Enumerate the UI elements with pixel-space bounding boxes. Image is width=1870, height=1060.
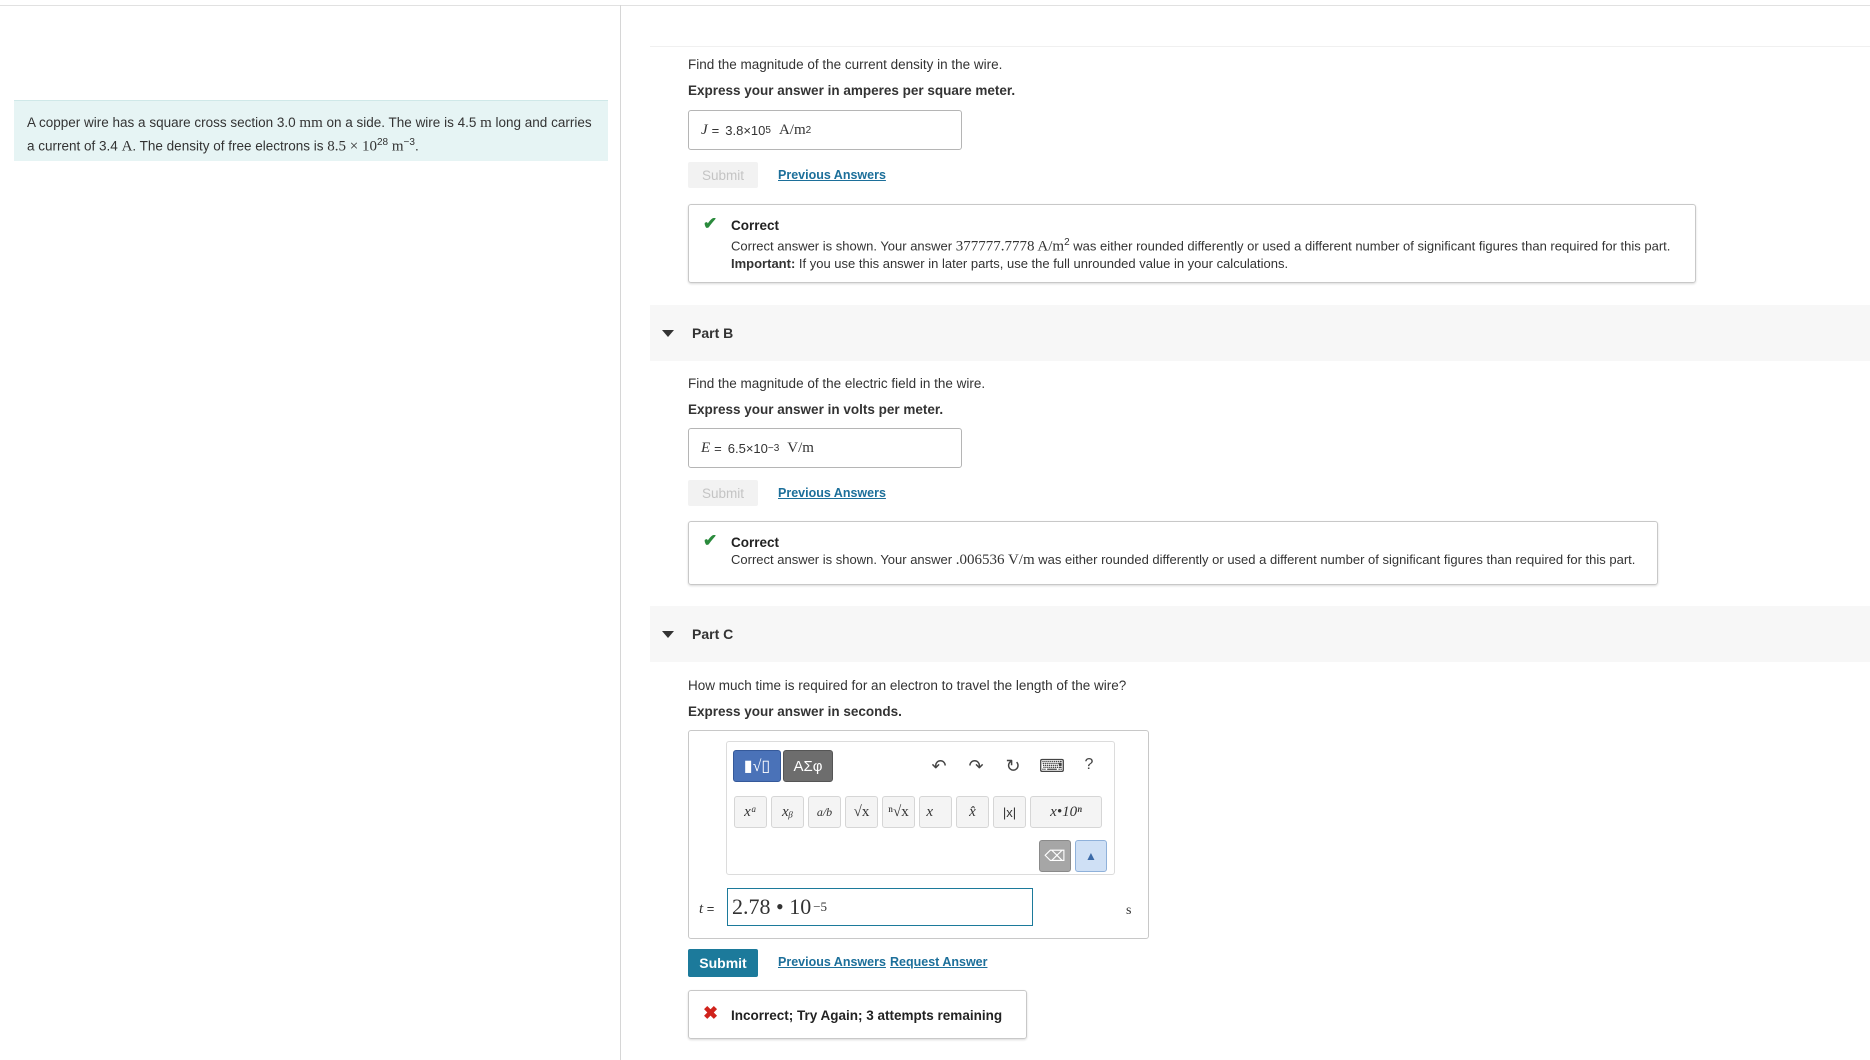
partC-question: How much time is required for an electron to travel the length of the wire? — [688, 678, 1127, 693]
check-icon: ✔ — [703, 214, 718, 233]
partC-variable-label: t = — [699, 901, 715, 917]
greek-symbols-button[interactable]: ΑΣφ — [783, 750, 833, 782]
caret-down-icon — [662, 631, 674, 638]
unit-vector-button[interactable]: x̂ — [956, 796, 989, 828]
partA-instruction: Express your answer in amperes per square meter. — [688, 83, 1016, 98]
partB-previous-answers-link[interactable]: Previous Answers — [778, 486, 886, 500]
section-divider — [650, 46, 1870, 47]
partB-header[interactable] — [650, 305, 1870, 361]
partB-submit-button[interactable]: Submit — [688, 480, 758, 506]
partC-previous-answers-link[interactable]: Previous Answers — [778, 955, 886, 969]
partB-question: Find the magnitude of the electric field in the wire. — [688, 376, 986, 391]
fraction-button[interactable]: a/b — [808, 796, 841, 828]
feedback-message: Correct answer is shown. Your answer .006536 V/m was either rounded differently or used a different number of significant figures than required for this part. — [731, 552, 1636, 568]
partC-label: Part C — [692, 626, 734, 642]
feedback-title: Correct — [731, 218, 780, 233]
nth-root-button[interactable]: ⁿ√x — [882, 796, 915, 828]
vector-button[interactable]: x⃗ — [919, 796, 952, 828]
partA-feedback — [688, 204, 1696, 283]
reset-icon[interactable]: ↻ — [1005, 756, 1021, 776]
pane-divider — [620, 5, 621, 1060]
keyboard-icon[interactable]: ⌨ — [1039, 756, 1065, 776]
partB-feedback — [688, 521, 1658, 585]
subscript-button[interactable]: xᵦ — [771, 796, 804, 828]
partB-answer-box: E = 6.5×10 −3 V/m — [688, 428, 962, 468]
partA-question: Find the magnitude of the current density in the wire. — [688, 57, 1003, 72]
partC-instruction: Express your answer in seconds. — [688, 704, 902, 719]
partC-feedback — [688, 990, 1027, 1039]
caret-down-icon — [662, 330, 674, 337]
keyboard-toggle-icon[interactable]: ▲ — [1075, 840, 1107, 872]
backspace-icon[interactable]: ⌫ — [1039, 840, 1071, 872]
feedback-important: Important: If you use this answer in later parts, use the full unrounded value in your calculations. — [731, 256, 1289, 272]
feedback-message: Correct answer is shown. Your answer 377777.7778 $A/m^2$ was either rounded differently or used a different number of significant figures than required for this part. — [731, 237, 1671, 255]
main-pane — [650, 0, 1870, 1060]
partA-submit-button[interactable]: Submit — [688, 162, 758, 188]
partC-request-answer-link[interactable]: Request Answer — [890, 955, 988, 969]
undo-icon[interactable]: ↶ — [931, 756, 947, 776]
scientific-notation-button[interactable]: x•10ⁿ — [1030, 796, 1102, 828]
partC-math-editor — [688, 730, 1149, 939]
partA-answer-box: J = 3.8×10 5 A/m 2 — [688, 110, 962, 150]
redo-icon[interactable]: ↷ — [968, 756, 984, 776]
sqrt-button[interactable]: √x — [845, 796, 878, 828]
check-icon: ✔ — [703, 531, 718, 550]
partC-unit-label: s — [1126, 903, 1132, 918]
partB-instruction: Express your answer in volts per meter. — [688, 402, 944, 417]
feedback-title: Correct — [731, 535, 780, 550]
absolute-value-button[interactable]: |x| — [993, 796, 1026, 828]
partB-label: Part B — [692, 325, 734, 341]
templates-button[interactable]: ▮√▯ — [733, 750, 781, 782]
partC-answer-input[interactable]: 2.78 • 10 −5 — [727, 888, 1033, 926]
partC-header[interactable] — [650, 606, 1870, 662]
feedback-title: Incorrect; Try Again; 3 attempts remaining — [731, 1008, 1003, 1023]
close-icon: ✖ — [703, 1003, 719, 1023]
problem-statement: A copper wire has a square cross section 3.0 mm on a side. The wire is 4.5 m long and carries a current of 3.4 A. The density of free electrons is $8.5 \times 10^{28}$ $m^{-3}$. — [14, 100, 608, 161]
math-toolbar — [726, 741, 1115, 875]
help-icon[interactable]: ? — [1084, 756, 1094, 773]
partA-previous-answers-link[interactable]: Previous Answers — [778, 168, 886, 182]
superscript-button[interactable]: xᵃ — [734, 796, 767, 828]
partC-submit-button[interactable]: Submit — [688, 949, 758, 977]
